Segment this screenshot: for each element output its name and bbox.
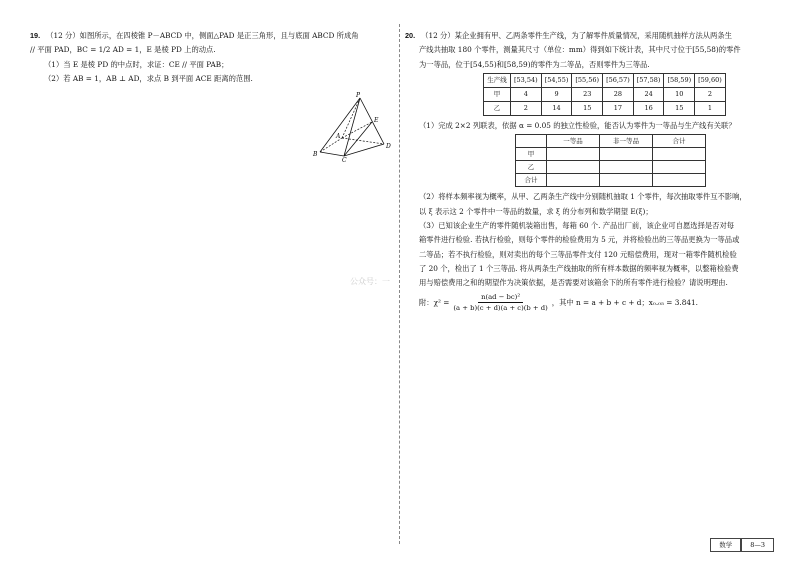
edge-ce [344,122,372,156]
q20-part2-line2: 以 ξ 表示这 2 个零件中一等品的数量，求 ξ 的分布列和数学期望 E(ξ)； [419,206,653,216]
page-footer [710,538,774,552]
q20-stem-line1: 20. （12 分）某企业拥有甲、乙两条零件生产线，为了解零件质量情况，采用随机抽样方法从两条生 [405,31,732,40]
q19-stem-line1: 19. （12 分）如图所示，在四棱锥 P－ABCD 中，侧面△PAD 是正三角形，且与底面 ABCD 所成角 [30,31,359,40]
frequency-table [483,73,726,116]
q20-stem-line3: 为一等品，位于[54,55)和[58,59)的零件为二等品，否则零件为三等品. [419,59,650,69]
q20-part3-line4: 了 20 个，检出了 1 个三等品. 将从两条生产线抽取的所有样本数据的频率视为概率，以整箱检验费 [419,263,739,273]
q20-part2-line1: （2）将样本频率视为概率，从甲、乙两条生产线中分别随机抽取 1 个零件，每次抽取零件互不影响， [419,192,747,202]
label-c: C [342,157,347,162]
q20-stem-line2: 产线共抽取 180 个零件，测量其尺寸（单位：mm）得到如下统计表，其中尺寸位于[55,58)的零件 [419,45,741,55]
q19-part2: （2）若 AB = 1，AB ⊥ AD，求点 B 到平面 ACE 距离的范围. [44,73,253,83]
formula-fraction [453,292,547,314]
appendix-prefix: 附：χ² = [419,297,450,307]
q19-number: 19. [30,31,41,40]
q20-part3-line5: 用与赔偿费用之和的期望作为决策依据，是否需要对该箱余下的所有零件进行检验？请说明理由. [419,278,728,288]
table-row: 合计 [516,174,706,187]
label-e: E [374,117,379,124]
label-a: A [336,133,341,140]
contingency-table [515,134,706,187]
q20-part1: （1）完成 2×2 列联表，依据 α = 0.05 的独立性检验，能否认为零件为一等品与生产线有关联？ [419,120,736,130]
q19-stem-line2: // 平面 PAD，BC = 1/2 AD = 1，E 是棱 PD 上的动点. [30,45,216,55]
table-row: 乙 [516,161,706,174]
q20-part3-line3: 二等品；若不执行检验，则对卖出的每个三等品零件支付 120 元赔偿费用，现对一箱零件随机检验 [419,249,737,259]
edge-pc [344,98,360,156]
formula-denominator: (a + b)(c + d)(a + c)(b + d) [453,304,548,313]
edge-bc [320,152,344,156]
edge-ae [342,122,372,138]
edge-cd [344,144,384,156]
label-d: D [386,143,391,150]
footer-page-number: 8—3 [741,538,774,552]
table-row: 甲 [516,148,706,161]
edge-ab [320,138,342,152]
label-b: B [313,151,318,158]
watermark-text: 公众号：一 [350,277,390,286]
q20-part3-line1: （3）已知该企业生产的零件随机装箱出售，每箱 60 个. 产品出厂前，该企业可自愿选择是否对每 [419,221,735,231]
q19-part1: （1）当 E 是棱 PD 的中点时，求证：CE // 平面 PAB； [44,59,229,69]
table-row: 甲 4 9 23 28 24 10 2 [484,87,726,101]
table-header-row: 生产线 [53,54) [54,55) [55,56) [56,57) [57,58) [58,59) [59,60) [484,73,726,87]
q20-number: 20. [405,31,416,40]
label-p: P [356,92,361,99]
q20-part3-line2: 箱零件进行检验. 若执行检验，则每个零件的检验费用为 5 元，并将检验出的三等品更换为一等品或 [419,235,740,245]
question-19 [30,30,391,162]
edge-pd [360,98,384,144]
appendix-suffix: ，其中 n = a + b + c + d；x₀.₀₅ = 3.841. [551,297,698,307]
table-row: 乙 2 14 15 17 16 15 1 [484,101,726,115]
formula-numerator: n(ad − bc)² [478,292,523,304]
question-20 [405,30,780,314]
table-header-row: 一等品 非一等品 合计 [516,135,706,148]
footer-subject: 数学 [710,538,741,552]
chi-square-formula [405,292,780,314]
